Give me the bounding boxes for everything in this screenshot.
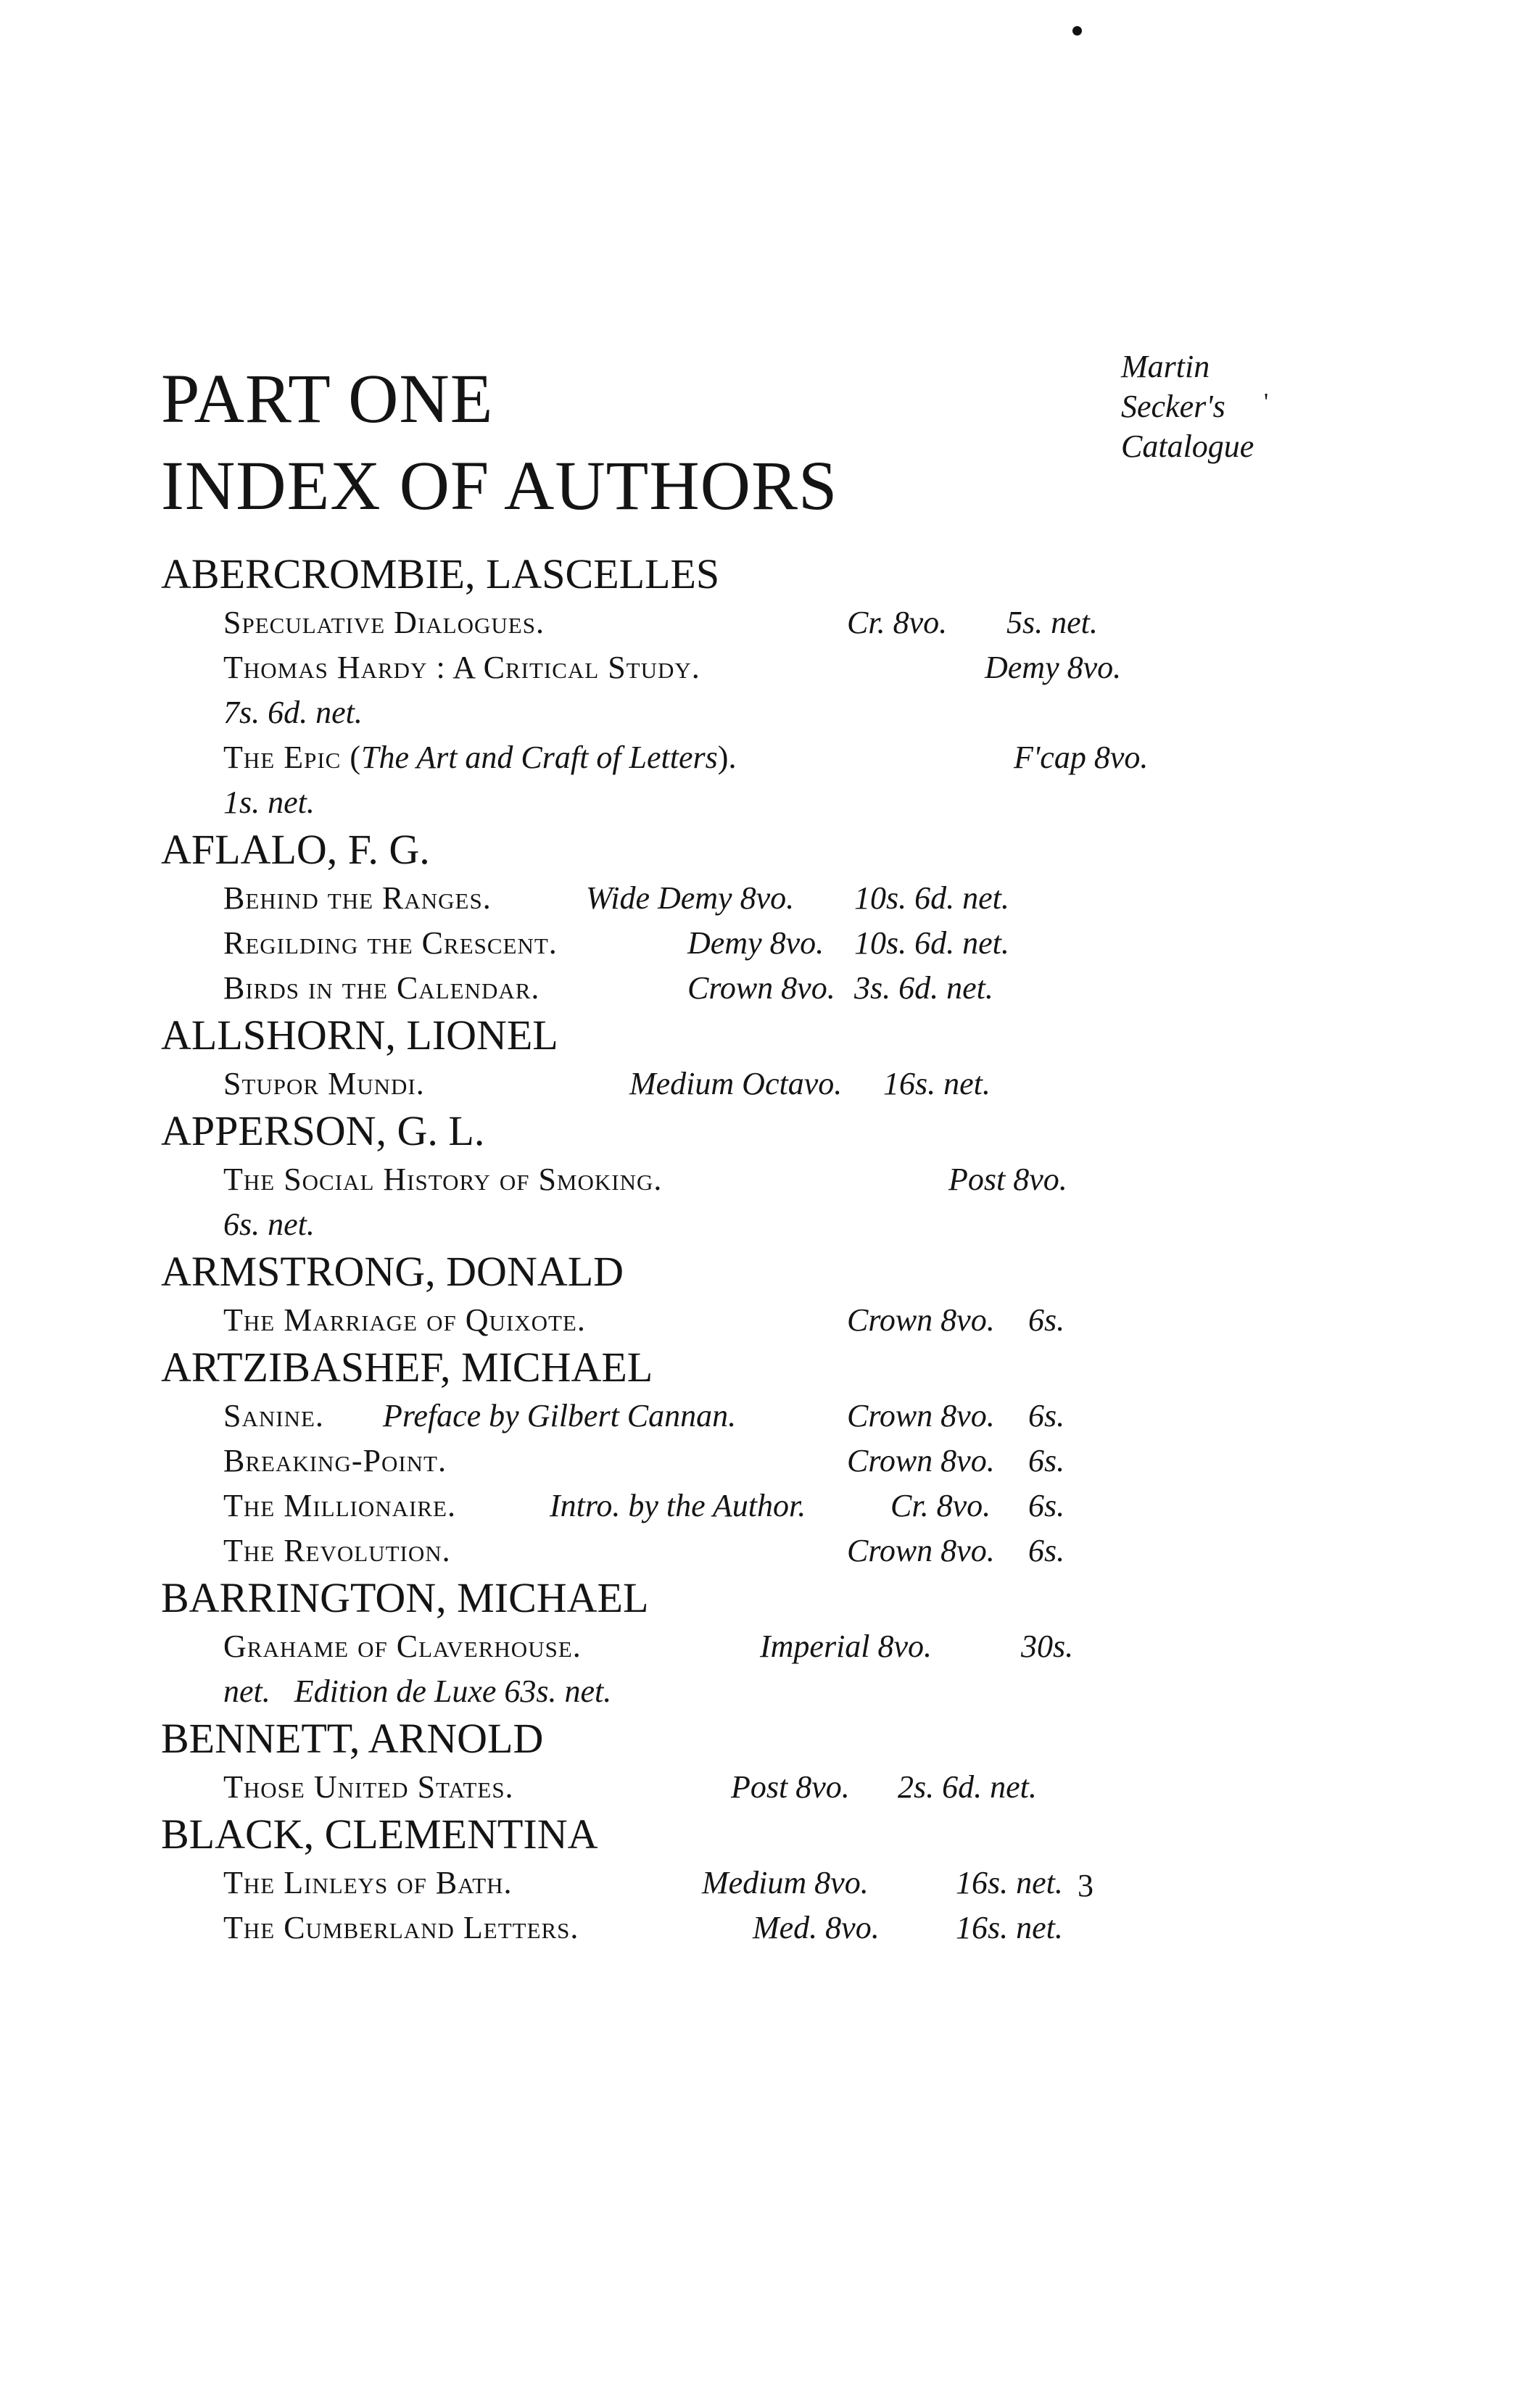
- work-format: Crown 8vo.: [687, 970, 835, 1006]
- work-price: 6s.: [1028, 1533, 1065, 1568]
- margin-note-line: Secker's: [1121, 389, 1225, 424]
- work-entry: [223, 1861, 1104, 1906]
- work-price: 6s. net.: [223, 1207, 315, 1242]
- work-entry-continued: [223, 1202, 1104, 1247]
- work-title: Behind the Ranges.: [223, 880, 492, 916]
- work-title: Sanine.: [223, 1398, 324, 1433]
- work-entry: [223, 1906, 1104, 1950]
- work-edition-note: Edition de Luxe 63s. net.: [294, 1673, 612, 1709]
- part-label: PART ONE: [161, 360, 494, 437]
- author-name: ALLSHORN, LIONEL: [161, 1011, 558, 1059]
- work-entry: [223, 600, 1104, 645]
- work-format: Crown 8vo.: [847, 1302, 995, 1338]
- work-title: The Marriage of Quixote.: [223, 1302, 586, 1338]
- work-price: 16s. net.: [883, 1066, 991, 1101]
- work-title: The Social History of Smoking.: [223, 1162, 663, 1197]
- author-works: [161, 1157, 1104, 1247]
- work-title: Stupor Mundi.: [223, 1066, 425, 1101]
- work-entry-continued: [223, 690, 1104, 735]
- work-entry: [223, 1439, 1104, 1484]
- work-price: 7s. 6d. net.: [223, 695, 363, 730]
- work-entry: [223, 645, 1122, 690]
- work-entry: [223, 1484, 1104, 1528]
- ink-speck: [1072, 26, 1082, 36]
- work-price: 16s. net.: [956, 1865, 1063, 1900]
- work-entry: [223, 1624, 1104, 1669]
- author-index: [161, 550, 1149, 1950]
- work-price: 5s. net.: [1006, 605, 1098, 640]
- author-works: [161, 1624, 1104, 1714]
- work-format: Demy 8vo.: [687, 925, 824, 961]
- work-price: 10s. 6d. net.: [854, 925, 1009, 961]
- work-price: 16s. net.: [956, 1910, 1063, 1945]
- author-works: [161, 876, 1104, 1011]
- author-name: ABERCROMBIE, LASCELLES: [161, 550, 720, 597]
- work-format: F'cap 8vo.: [1014, 740, 1149, 775]
- author-works: [161, 600, 1149, 825]
- work-title-end: ).: [717, 740, 737, 775]
- work-price: 3s. 6d. net.: [854, 970, 993, 1006]
- work-title: Breaking-Point.: [223, 1443, 447, 1478]
- work-entry-continued: [223, 1669, 1104, 1714]
- work-title: Regilding the Crescent.: [223, 925, 558, 961]
- work-format: Crown 8vo.: [847, 1443, 995, 1478]
- author-name: BLACK, CLEMENTINA: [161, 1811, 598, 1858]
- work-format: Med. 8vo.: [753, 1910, 880, 1945]
- work-entry: [223, 876, 1104, 921]
- page-title: [161, 355, 838, 529]
- series-title: The Art and Craft of Letters: [360, 740, 718, 775]
- author-works: [161, 1298, 1104, 1343]
- author-works: [161, 1394, 1104, 1573]
- margin-tick: ': [1264, 389, 1269, 415]
- margin-note-line: Catalogue: [1121, 429, 1254, 464]
- work-format: Medium 8vo.: [702, 1865, 869, 1900]
- work-entry: [223, 1765, 1104, 1810]
- work-title: Birds in the Calendar.: [223, 970, 540, 1006]
- work-entry: [223, 1298, 1104, 1343]
- work-format: Post 8vo.: [731, 1769, 850, 1805]
- work-format: Post 8vo.: [948, 1162, 1067, 1197]
- author-name: ARTZIBASHEF, MICHAEL: [161, 1344, 653, 1391]
- author-name: ARMSTRONG, DONALD: [161, 1248, 624, 1295]
- author-works: [161, 1062, 1104, 1106]
- work-price: 6s.: [1028, 1398, 1065, 1433]
- work-title: Those United States.: [223, 1769, 514, 1805]
- work-format: Imperial 8vo.: [760, 1629, 933, 1664]
- work-entry: [223, 1528, 1104, 1573]
- work-price: 10s. 6d. net.: [854, 880, 1009, 916]
- work-format: Demy 8vo.: [985, 650, 1122, 685]
- work-title: Speculative Dialogues.: [223, 605, 545, 640]
- work-format: Crown 8vo.: [847, 1398, 995, 1433]
- author-name: BENNETT, ARNOLD: [161, 1715, 544, 1762]
- index-title: INDEX OF AUTHORS: [161, 447, 838, 524]
- work-title: The Cumberland Letters.: [223, 1910, 579, 1945]
- work-title: The Epic (: [223, 740, 361, 775]
- author-works: [161, 1765, 1104, 1810]
- work-format: Cr. 8vo.: [847, 605, 948, 640]
- author-name: APPERSON, G. L.: [161, 1107, 485, 1154]
- work-title: The Linleys of Bath.: [223, 1865, 513, 1900]
- work-price-continued: net.: [223, 1673, 270, 1709]
- work-entry: [223, 1394, 1104, 1439]
- work-entry: [223, 921, 1104, 966]
- work-format: Cr. 8vo.: [890, 1488, 991, 1523]
- work-price: 6s.: [1028, 1488, 1065, 1523]
- work-title: Thomas Hardy : A Critical Study.: [223, 650, 700, 685]
- author-name: AFLALO, F. G.: [161, 826, 430, 873]
- catalogue-margin-note: [1121, 347, 1254, 466]
- work-price: 1s. net.: [223, 785, 315, 820]
- work-entry-continued: [223, 780, 1104, 825]
- margin-note-line: Martin: [1121, 349, 1210, 384]
- work-note: Preface by Gilbert Cannan.: [383, 1398, 737, 1433]
- author-name: BARRINGTON, MICHAEL: [161, 1574, 649, 1621]
- work-entry: [223, 1062, 1104, 1106]
- work-title: The Millionaire.: [223, 1488, 456, 1523]
- work-price: 2s. 6d. net.: [898, 1769, 1037, 1805]
- work-entry: [223, 735, 1149, 780]
- work-entry: [223, 1157, 1104, 1202]
- author-works: [161, 1861, 1104, 1950]
- work-price: 6s.: [1028, 1302, 1065, 1338]
- work-price: 6s.: [1028, 1443, 1065, 1478]
- work-title: The Revolution.: [223, 1533, 451, 1568]
- work-title: Grahame of Claverhouse.: [223, 1629, 582, 1664]
- work-format: Wide Demy 8vo.: [586, 880, 795, 916]
- work-entry: [223, 966, 1104, 1011]
- work-format: Medium Octavo.: [629, 1066, 843, 1101]
- work-note: Intro. by the Author.: [550, 1488, 806, 1523]
- work-format: Crown 8vo.: [847, 1533, 995, 1568]
- work-price: 30s.: [1021, 1629, 1074, 1664]
- page-number: 3: [1078, 1868, 1093, 1903]
